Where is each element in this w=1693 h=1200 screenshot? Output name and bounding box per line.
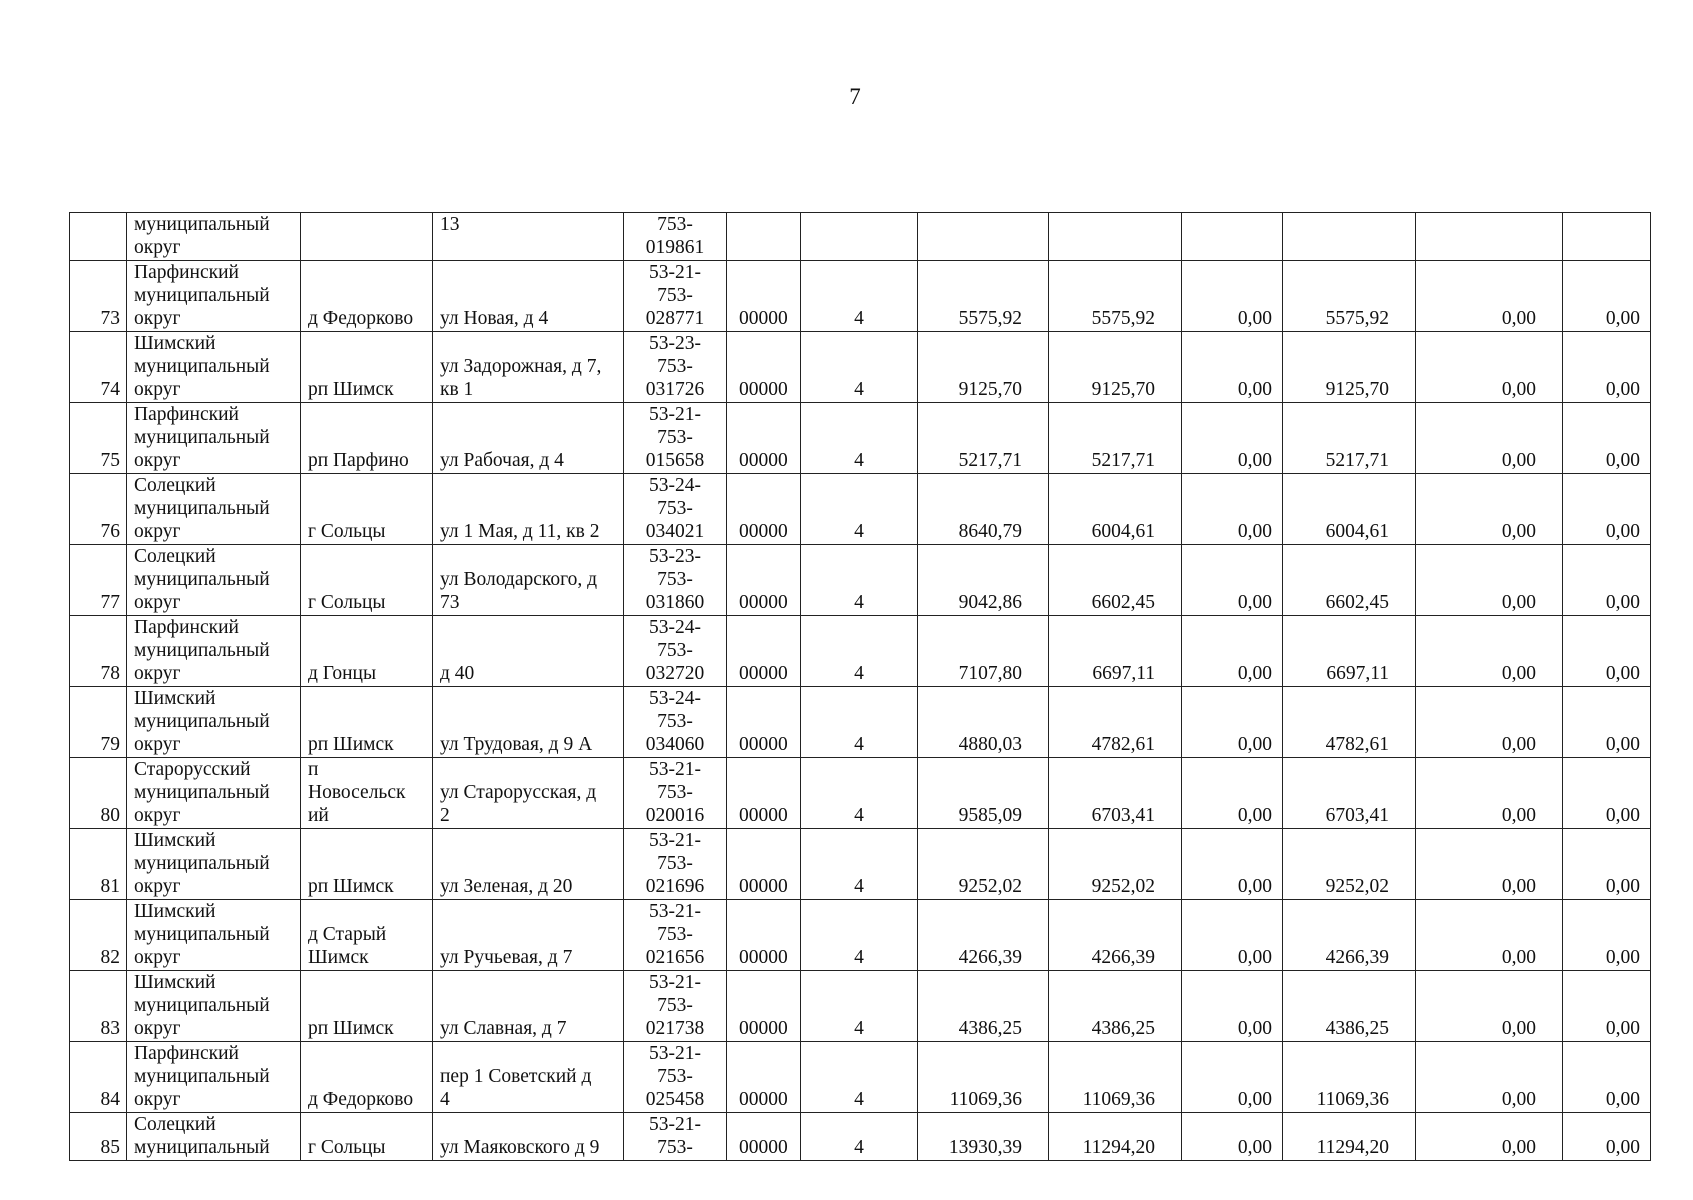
amount-cell-6: 0,00 [1563, 1041, 1651, 1112]
amount-cell-6: 0,00 [1563, 544, 1651, 615]
row-number: 85 [70, 1112, 127, 1160]
amount-cell-4: 5575,92 [1283, 260, 1416, 331]
district-cell: Парфинский муниципальный округ [127, 260, 301, 331]
quantity-cell: 4 [801, 473, 918, 544]
table-row [70, 828, 1651, 899]
amount-cell-3: 0,00 [1182, 970, 1283, 1041]
row-number: 80 [70, 757, 127, 828]
table-row [70, 544, 1651, 615]
account-code-cell: 53-24- 753- 032720 [624, 615, 727, 686]
amount-cell-6: 0,00 [1563, 260, 1651, 331]
district-cell: Парфинский муниципальный округ [127, 615, 301, 686]
row-number: 76 [70, 473, 127, 544]
amount-cell-2: 11069,36 [1049, 1041, 1182, 1112]
amount-cell-1: 13930,39 [918, 1112, 1049, 1160]
amount-cell-5: 0,00 [1416, 402, 1563, 473]
table-row [70, 757, 1651, 828]
amount-cell-6: 0,00 [1563, 757, 1651, 828]
table-row [70, 970, 1651, 1041]
quantity-cell: 4 [801, 899, 918, 970]
fias-code-cell: 00000 [727, 473, 801, 544]
table-row [70, 473, 1651, 544]
table-row [70, 402, 1651, 473]
amount-cell-1: 4880,03 [918, 686, 1049, 757]
fias-code-cell: 00000 [727, 331, 801, 402]
fias-code-cell: 00000 [727, 615, 801, 686]
account-code-cell: 53-21- 753- 025458 [624, 1041, 727, 1112]
address-cell: ул Трудовая, д 9 А [433, 686, 624, 757]
amount-cell-1: 5217,71 [918, 402, 1049, 473]
address-cell: ул Новая, д 4 [433, 260, 624, 331]
account-code-cell: 53-21- 753- 028771 [624, 260, 727, 331]
amount-cell-1: 11069,36 [918, 1041, 1049, 1112]
table-row [70, 213, 1651, 261]
amount-cell-6: 0,00 [1563, 686, 1651, 757]
locality-cell: г Сольцы [301, 544, 433, 615]
amount-cell-1: 8640,79 [918, 473, 1049, 544]
fias-code-cell: 00000 [727, 402, 801, 473]
amount-cell-5: 0,00 [1416, 828, 1563, 899]
row-number: 73 [70, 260, 127, 331]
amount-cell-2: 5575,92 [1049, 260, 1182, 331]
amount-cell-4: 11069,36 [1283, 1041, 1416, 1112]
table-row [70, 331, 1651, 402]
amount-cell-3: 0,00 [1182, 1112, 1283, 1160]
table-row [70, 615, 1651, 686]
amount-cell-1: 7107,80 [918, 615, 1049, 686]
quantity-cell: 4 [801, 260, 918, 331]
table-row [70, 1112, 1651, 1160]
amount-cell-3: 0,00 [1182, 615, 1283, 686]
row-number [70, 213, 127, 261]
address-cell: ул Зеленая, д 20 [433, 828, 624, 899]
amount-cell-3: 0,00 [1182, 828, 1283, 899]
account-code-cell: 53-21- 753- 020016 [624, 757, 727, 828]
amount-cell-4 [1283, 213, 1416, 261]
amount-cell-2: 9125,70 [1049, 331, 1182, 402]
fias-code-cell: 00000 [727, 260, 801, 331]
quantity-cell: 4 [801, 331, 918, 402]
locality-cell: д Старый Шимск [301, 899, 433, 970]
row-number: 78 [70, 615, 127, 686]
row-number: 74 [70, 331, 127, 402]
amount-cell-5: 0,00 [1416, 473, 1563, 544]
amount-cell-6: 0,00 [1563, 1112, 1651, 1160]
register-table [69, 212, 1651, 1161]
amount-cell-4: 6697,11 [1283, 615, 1416, 686]
account-code-cell: 53-21- 753- 021656 [624, 899, 727, 970]
fias-code-cell: 00000 [727, 686, 801, 757]
amount-cell-1: 9125,70 [918, 331, 1049, 402]
amount-cell-4: 6602,45 [1283, 544, 1416, 615]
amount-cell-3: 0,00 [1182, 260, 1283, 331]
quantity-cell: 4 [801, 686, 918, 757]
amount-cell-4: 9252,02 [1283, 828, 1416, 899]
table-row [70, 686, 1651, 757]
amount-cell-5: 0,00 [1416, 260, 1563, 331]
amount-cell-4: 6004,61 [1283, 473, 1416, 544]
amount-cell-1: 9042,86 [918, 544, 1049, 615]
amount-cell-2: 6697,11 [1049, 615, 1182, 686]
locality-cell: рп Шимск [301, 331, 433, 402]
amount-cell-3: 0,00 [1182, 757, 1283, 828]
amount-cell-2: 6602,45 [1049, 544, 1182, 615]
amount-cell-3: 0,00 [1182, 686, 1283, 757]
amount-cell-5: 0,00 [1416, 615, 1563, 686]
amount-cell-4: 4266,39 [1283, 899, 1416, 970]
table-row [70, 1041, 1651, 1112]
table-row [70, 260, 1651, 331]
amount-cell-3: 0,00 [1182, 473, 1283, 544]
locality-cell: рп Шимск [301, 970, 433, 1041]
amount-cell-6 [1563, 213, 1651, 261]
row-number: 75 [70, 402, 127, 473]
amount-cell-6: 0,00 [1563, 331, 1651, 402]
amount-cell-3: 0,00 [1182, 544, 1283, 615]
amount-cell-5: 0,00 [1416, 331, 1563, 402]
table-row [70, 899, 1651, 970]
amount-cell-5 [1416, 213, 1563, 261]
fias-code-cell: 00000 [727, 899, 801, 970]
account-code-cell: 53-23- 753- 031726 [624, 331, 727, 402]
quantity-cell: 4 [801, 1041, 918, 1112]
district-cell: Шимский муниципальный округ [127, 970, 301, 1041]
address-cell: ул Славная, д 7 [433, 970, 624, 1041]
district-cell: Солецкий муниципальный [127, 1112, 301, 1160]
address-cell: ул Ручьевая, д 7 [433, 899, 624, 970]
amount-cell-6: 0,00 [1563, 473, 1651, 544]
address-cell: д 40 [433, 615, 624, 686]
amount-cell-1: 9252,02 [918, 828, 1049, 899]
locality-cell: д Федорково [301, 1041, 433, 1112]
amount-cell-1: 5575,92 [918, 260, 1049, 331]
locality-cell [301, 213, 433, 261]
amount-cell-2: 6004,61 [1049, 473, 1182, 544]
amount-cell-6: 0,00 [1563, 899, 1651, 970]
amount-cell-5: 0,00 [1416, 686, 1563, 757]
amount-cell-4: 4782,61 [1283, 686, 1416, 757]
amount-cell-3: 0,00 [1182, 1041, 1283, 1112]
row-number: 82 [70, 899, 127, 970]
quantity-cell: 4 [801, 615, 918, 686]
locality-cell: рп Шимск [301, 686, 433, 757]
amount-cell-4: 4386,25 [1283, 970, 1416, 1041]
amount-cell-1 [918, 213, 1049, 261]
amount-cell-4: 9125,70 [1283, 331, 1416, 402]
amount-cell-1: 4386,25 [918, 970, 1049, 1041]
amount-cell-5: 0,00 [1416, 970, 1563, 1041]
quantity-cell [801, 213, 918, 261]
row-number: 81 [70, 828, 127, 899]
amount-cell-2: 4266,39 [1049, 899, 1182, 970]
amount-cell-2: 4386,25 [1049, 970, 1182, 1041]
district-cell: Парфинский муниципальный округ [127, 1041, 301, 1112]
amount-cell-2: 9252,02 [1049, 828, 1182, 899]
row-number: 79 [70, 686, 127, 757]
locality-cell: рп Шимск [301, 828, 433, 899]
amount-cell-3 [1182, 213, 1283, 261]
quantity-cell: 4 [801, 970, 918, 1041]
locality-cell: рп Парфино [301, 402, 433, 473]
account-code-cell: 53-21- 753- [624, 1112, 727, 1160]
amount-cell-1: 9585,09 [918, 757, 1049, 828]
amount-cell-6: 0,00 [1563, 828, 1651, 899]
locality-cell: п Новосельск ий [301, 757, 433, 828]
district-cell: Шимский муниципальный округ [127, 828, 301, 899]
district-cell: Шимский муниципальный округ [127, 899, 301, 970]
amount-cell-6: 0,00 [1563, 615, 1651, 686]
district-cell: Солецкий муниципальный округ [127, 544, 301, 615]
fias-code-cell: 00000 [727, 1041, 801, 1112]
district-cell: Шимский муниципальный округ [127, 331, 301, 402]
district-cell: муниципальный округ [127, 213, 301, 261]
address-cell: ул Старорусская, д 2 [433, 757, 624, 828]
register-table-body [70, 213, 1651, 1161]
fias-code-cell: 00000 [727, 970, 801, 1041]
address-cell: пер 1 Советский д 4 [433, 1041, 624, 1112]
amount-cell-5: 0,00 [1416, 544, 1563, 615]
fias-code-cell: 00000 [727, 757, 801, 828]
amount-cell-1: 4266,39 [918, 899, 1049, 970]
account-code-cell: 53-21- 753- 021738 [624, 970, 727, 1041]
amount-cell-5: 0,00 [1416, 757, 1563, 828]
locality-cell: д Федорково [301, 260, 433, 331]
account-code-cell: 753- 019861 [624, 213, 727, 261]
amount-cell-2 [1049, 213, 1182, 261]
fias-code-cell: 00000 [727, 828, 801, 899]
amount-cell-4: 11294,20 [1283, 1112, 1416, 1160]
account-code-cell: 53-21- 753- 021696 [624, 828, 727, 899]
quantity-cell: 4 [801, 544, 918, 615]
account-code-cell: 53-23- 753- 031860 [624, 544, 727, 615]
district-cell: Солецкий муниципальный округ [127, 473, 301, 544]
amount-cell-2: 6703,41 [1049, 757, 1182, 828]
fias-code-cell [727, 213, 801, 261]
address-cell: ул 1 Мая, д 11, кв 2 [433, 473, 624, 544]
fias-code-cell: 00000 [727, 1112, 801, 1160]
amount-cell-5: 0,00 [1416, 899, 1563, 970]
amount-cell-4: 5217,71 [1283, 402, 1416, 473]
amount-cell-4: 6703,41 [1283, 757, 1416, 828]
district-cell: Шимский муниципальный округ [127, 686, 301, 757]
amount-cell-3: 0,00 [1182, 899, 1283, 970]
amount-cell-3: 0,00 [1182, 402, 1283, 473]
amount-cell-2: 11294,20 [1049, 1112, 1182, 1160]
amount-cell-2: 4782,61 [1049, 686, 1182, 757]
row-number: 84 [70, 1041, 127, 1112]
account-code-cell: 53-24- 753- 034060 [624, 686, 727, 757]
district-cell: Парфинский муниципальный округ [127, 402, 301, 473]
quantity-cell: 4 [801, 1112, 918, 1160]
account-code-cell: 53-21- 753- 015658 [624, 402, 727, 473]
quantity-cell: 4 [801, 757, 918, 828]
row-number: 77 [70, 544, 127, 615]
quantity-cell: 4 [801, 402, 918, 473]
locality-cell: г Сольцы [301, 1112, 433, 1160]
quantity-cell: 4 [801, 828, 918, 899]
amount-cell-6: 0,00 [1563, 970, 1651, 1041]
address-cell: ул Володарского, д 73 [433, 544, 624, 615]
address-cell: 13 [433, 213, 624, 261]
district-cell: Старорусский муниципальный округ [127, 757, 301, 828]
amount-cell-5: 0,00 [1416, 1112, 1563, 1160]
locality-cell: д Гонцы [301, 615, 433, 686]
fias-code-cell: 00000 [727, 544, 801, 615]
address-cell: ул Рабочая, д 4 [433, 402, 624, 473]
amount-cell-6: 0,00 [1563, 402, 1651, 473]
locality-cell: г Сольцы [301, 473, 433, 544]
amount-cell-3: 0,00 [1182, 331, 1283, 402]
address-cell: ул Задорожная, д 7, кв 1 [433, 331, 624, 402]
address-cell: ул Маяковского д 9 [433, 1112, 624, 1160]
amount-cell-2: 5217,71 [1049, 402, 1182, 473]
account-code-cell: 53-24- 753- 034021 [624, 473, 727, 544]
page-number: 7 [849, 84, 861, 109]
row-number: 83 [70, 970, 127, 1041]
amount-cell-5: 0,00 [1416, 1041, 1563, 1112]
